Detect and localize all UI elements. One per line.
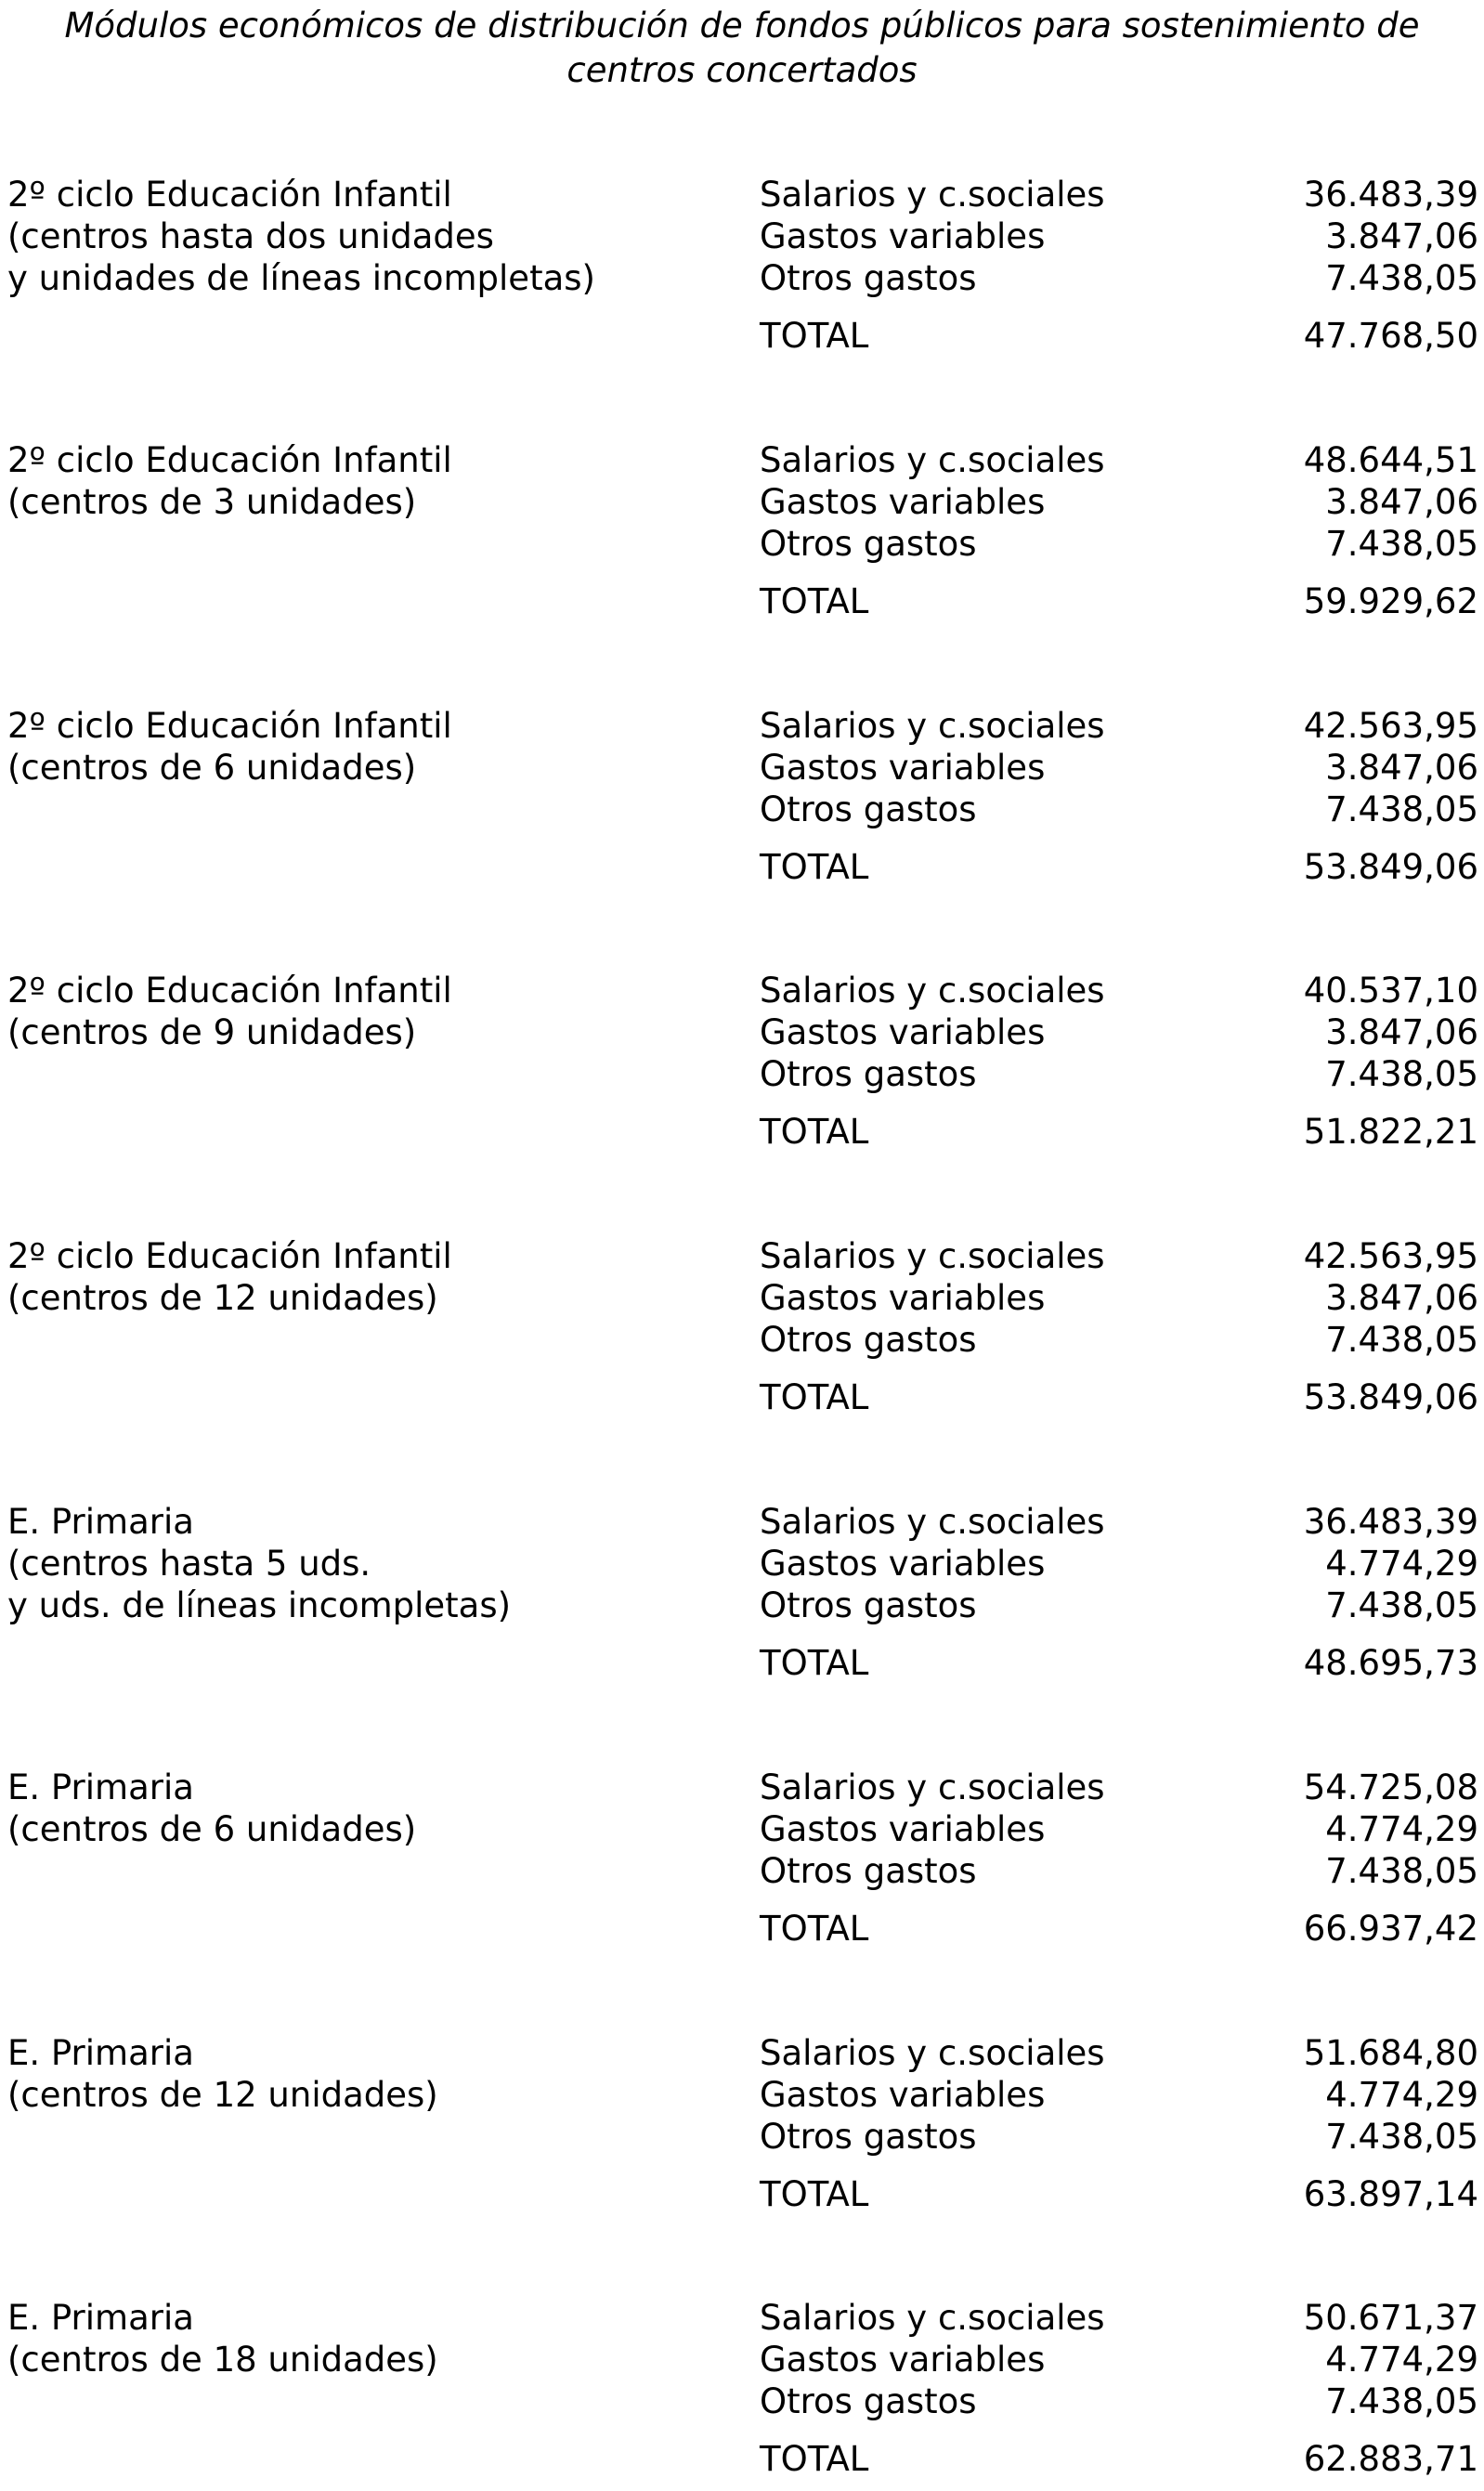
cost-concept-label: Salarios y c.sociales (760, 971, 1105, 1011)
module-block (0, 440, 1484, 626)
cost-concept-label: Gastos variables (760, 2340, 1046, 2380)
module-description-line: (centros de 18 unidades) (7, 2340, 438, 2380)
cost-amount: 7.438,05 (1325, 1851, 1478, 1891)
module-description-line: (centros de 12 unidades) (7, 1278, 438, 1318)
cost-amount: 48.644,51 (1303, 440, 1478, 480)
cost-amount: 3.847,06 (1325, 1278, 1478, 1318)
cost-concept-label: Salarios y c.sociales (760, 440, 1105, 480)
total-amount: 62.883,71 (1303, 2439, 1478, 2479)
module-description-line: 2º ciclo Educación Infantil (7, 440, 452, 480)
total-amount: 63.897,14 (1303, 2174, 1478, 2214)
cost-amount: 54.725,08 (1303, 1767, 1478, 1807)
module-block (0, 1502, 1484, 1688)
cost-amount: 40.537,10 (1303, 971, 1478, 1011)
module-description-line: (centros de 12 unidades) (7, 2075, 438, 2115)
total-amount: 51.822,21 (1303, 1112, 1478, 1152)
cost-amount: 7.438,05 (1325, 1585, 1478, 1625)
cost-amount: 3.847,06 (1325, 1012, 1478, 1052)
cost-amount: 36.483,39 (1303, 175, 1478, 215)
total-amount: 53.849,06 (1303, 847, 1478, 887)
module-description-line: (centros de 6 unidades) (7, 1809, 417, 1849)
module-description-line: (centros de 3 unidades) (7, 482, 417, 522)
module-description-line: (centros de 6 unidades) (7, 748, 417, 788)
cost-amount: 7.438,05 (1325, 524, 1478, 564)
cost-amount: 7.438,05 (1325, 789, 1478, 829)
cost-amount: 42.563,95 (1303, 1236, 1478, 1276)
cost-concept-label: Salarios y c.sociales (760, 175, 1105, 215)
cost-concept-label: Otros gastos (760, 1054, 977, 1094)
cost-concept-label: Gastos variables (760, 1012, 1046, 1052)
cost-amount: 3.847,06 (1325, 748, 1478, 788)
cost-amount: 7.438,05 (1325, 2117, 1478, 2157)
module-description-line: 2º ciclo Educación Infantil (7, 971, 452, 1011)
cost-amount: 4.774,29 (1325, 2340, 1478, 2380)
total-amount: 59.929,62 (1303, 581, 1478, 621)
module-description-line: (centros hasta 5 uds. (7, 1544, 371, 1584)
module-description-line: y unidades de líneas incompletas) (7, 258, 595, 298)
total-label: TOTAL (760, 316, 869, 356)
module-description-line: 2º ciclo Educación Infantil (7, 1236, 452, 1276)
cost-concept-label: Otros gastos (760, 1320, 977, 1360)
cost-concept-label: Otros gastos (760, 789, 977, 829)
cost-concept-label: Gastos variables (760, 1544, 1046, 1584)
total-label: TOTAL (760, 1909, 869, 1949)
cost-concept-label: Salarios y c.sociales (760, 706, 1105, 746)
cost-concept-label: Gastos variables (760, 1809, 1046, 1849)
cost-amount: 7.438,05 (1325, 258, 1478, 298)
cost-amount: 4.774,29 (1325, 2075, 1478, 2115)
cost-concept-label: Otros gastos (760, 524, 977, 564)
total-label: TOTAL (760, 1112, 869, 1152)
total-label: TOTAL (760, 1643, 869, 1683)
module-description-line: 2º ciclo Educación Infantil (7, 706, 452, 746)
module-block (0, 1236, 1484, 1422)
cost-concept-label: Otros gastos (760, 2381, 977, 2421)
cost-concept-label: Salarios y c.sociales (760, 2033, 1105, 2073)
document-title-line-1: Módulos económicos de distribución de fondos públicos para sostenimiento de (64, 6, 1420, 46)
cost-amount: 7.438,05 (1325, 1320, 1478, 1360)
cost-amount: 4.774,29 (1325, 1544, 1478, 1584)
module-block (0, 2033, 1484, 2219)
cost-concept-label: Otros gastos (760, 1585, 977, 1625)
module-description-line: E. Primaria (7, 1502, 194, 1542)
total-amount: 66.937,42 (1303, 1909, 1478, 1949)
cost-concept-label: Otros gastos (760, 1851, 977, 1891)
cost-concept-label: Otros gastos (760, 258, 977, 298)
cost-amount: 50.671,37 (1303, 2298, 1478, 2338)
cost-concept-label: Salarios y c.sociales (760, 1236, 1105, 1276)
cost-amount: 51.684,80 (1303, 2033, 1478, 2073)
module-block (0, 971, 1484, 1156)
cost-amount: 42.563,95 (1303, 706, 1478, 746)
cost-amount: 3.847,06 (1325, 482, 1478, 522)
module-description-line: E. Primaria (7, 2033, 194, 2073)
cost-amount: 4.774,29 (1325, 1809, 1478, 1849)
cost-amount: 3.847,06 (1325, 216, 1478, 256)
module-description-line: (centros hasta dos unidades (7, 216, 494, 256)
total-amount: 47.768,50 (1303, 316, 1478, 356)
total-label: TOTAL (760, 1377, 869, 1417)
cost-concept-label: Otros gastos (760, 2117, 977, 2157)
cost-concept-label: Gastos variables (760, 216, 1046, 256)
total-label: TOTAL (760, 847, 869, 887)
cost-concept-label: Salarios y c.sociales (760, 2298, 1105, 2338)
cost-concept-label: Gastos variables (760, 2075, 1046, 2115)
module-description-line: E. Primaria (7, 1767, 194, 1807)
module-description-line: 2º ciclo Educación Infantil (7, 175, 452, 215)
module-description-line: E. Primaria (7, 2298, 194, 2338)
total-label: TOTAL (760, 581, 869, 621)
cost-amount: 36.483,39 (1303, 1502, 1478, 1542)
module-block (0, 706, 1484, 892)
module-block (0, 175, 1484, 360)
cost-amount: 7.438,05 (1325, 2381, 1478, 2421)
cost-concept-label: Salarios y c.sociales (760, 1767, 1105, 1807)
cost-concept-label: Gastos variables (760, 482, 1046, 522)
module-description-line: y uds. de líneas incompletas) (7, 1585, 512, 1625)
total-label: TOTAL (760, 2439, 869, 2479)
module-block (0, 1767, 1484, 1953)
cost-amount: 7.438,05 (1325, 1054, 1478, 1094)
module-description-line: (centros de 9 unidades) (7, 1012, 417, 1052)
cost-concept-label: Gastos variables (760, 1278, 1046, 1318)
cost-concept-label: Gastos variables (760, 748, 1046, 788)
module-block (0, 2298, 1484, 2484)
cost-concept-label: Salarios y c.sociales (760, 1502, 1105, 1542)
total-amount: 53.849,06 (1303, 1377, 1478, 1417)
total-label: TOTAL (760, 2174, 869, 2214)
total-amount: 48.695,73 (1303, 1643, 1478, 1683)
document-title-line-2: centros concertados (566, 50, 918, 90)
